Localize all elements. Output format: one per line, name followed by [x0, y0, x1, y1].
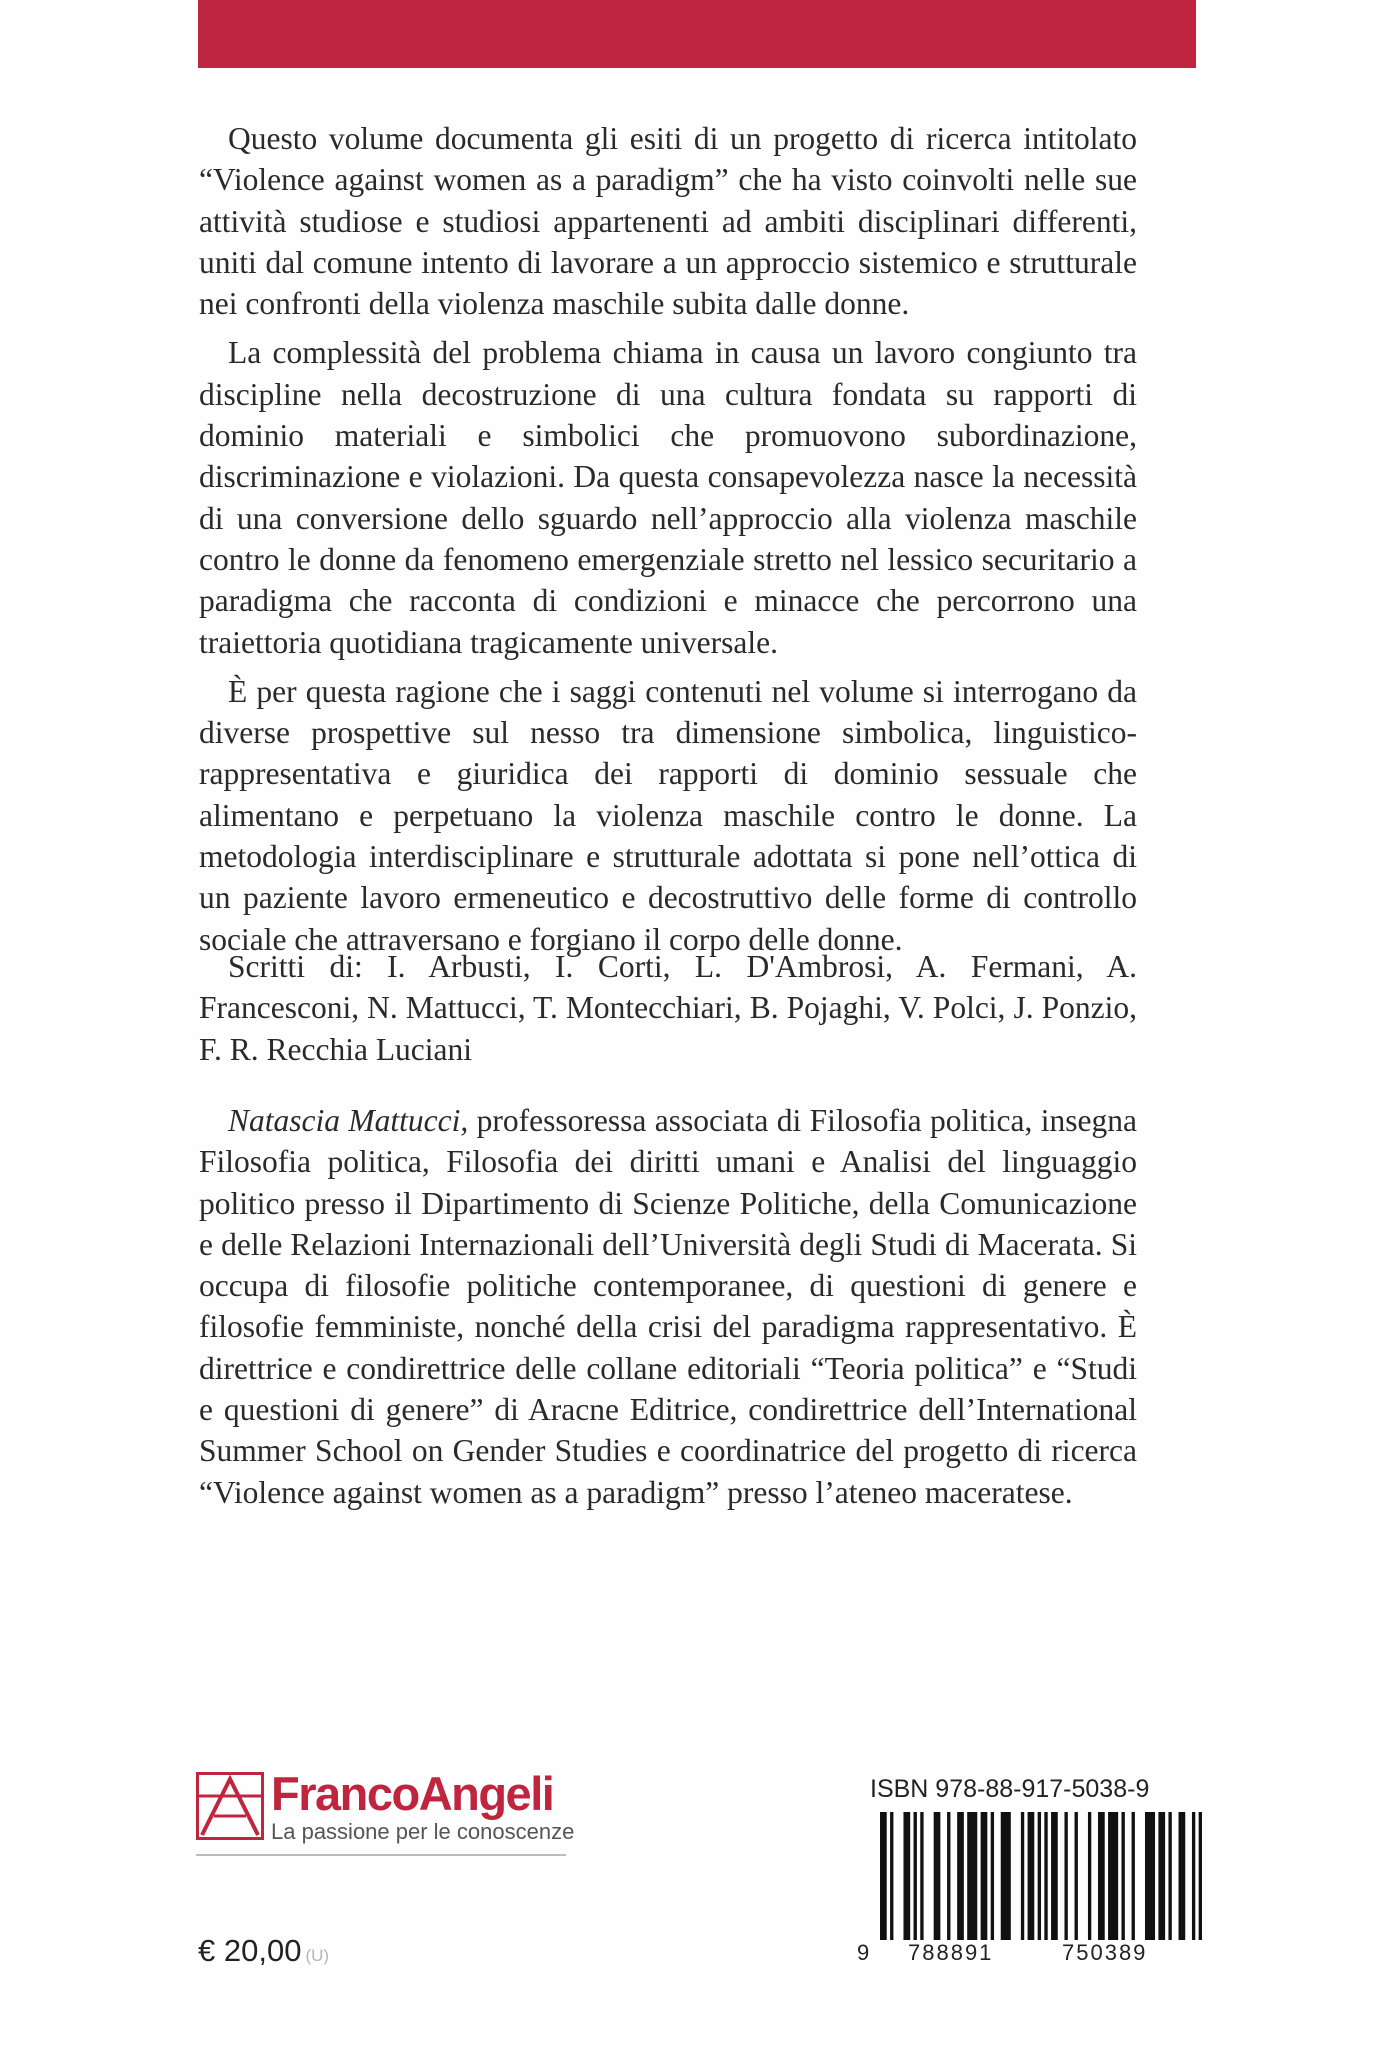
barcode-bar: [1038, 1812, 1041, 1940]
publisher-name: FrancoAngeli: [271, 1767, 554, 1820]
barcode-bar: [1158, 1812, 1165, 1940]
barcode-bar: [947, 1812, 950, 1940]
blurb-paragraph: Questo volume documenta gli esiti di un progetto di ricerca intitolato “Violence against women as a paradigm” che ha visto coinvolti nelle sue attività studiose e studiosi appartenenti ad ambiti disciplinari differenti, uniti dal comune intento di lavorare a un approccio sistemico e strutturale nei confronti della violenza maschile subita dalle donne.: [199, 121, 1137, 322]
barcode-digits-right: 750389: [1062, 1940, 1148, 1965]
barcode-bar: [1122, 1812, 1125, 1940]
barcode-bar: [1145, 1812, 1155, 1940]
barcode-bar: [1098, 1812, 1105, 1940]
barcode-bar: [1028, 1812, 1035, 1940]
barcode-bar: [1064, 1812, 1067, 1940]
barcode-bar: [991, 1812, 994, 1940]
author-bio-text: professoressa associata di Filosofia politica, insegna Filosofia politica, Filosofia dei diritti umani e Analisi del linguaggio politico presso il Dipartimento di Scienze Politiche, della Comunicazione e delle Relazioni Internazionali dell’Università degli Studi di Macerata. Si occupa di filosofie politiche contemporanee, di questioni di genere e filosofie femministe, nonché della crisi del paradigma rappresentativo. È direttrice e condirettrice delle collane editoriali “Teoria politica” e “Studi e questioni di genere” di Aracne Editrice, condirettrice dell’International Summer School on Gender Studies e coordinatrice del progetto di ricerca “Violence against women as a paradigm” presso l’ateneo maceratese.: [199, 1103, 1138, 1510]
barcode-bar: [1168, 1812, 1171, 1940]
barcode-icon: [880, 1812, 1202, 1940]
barcode-bar: [1132, 1812, 1135, 1940]
barcode-bar: [1108, 1812, 1118, 1940]
blurb-text: [199, 118, 1137, 960]
price-amount: € 20,00: [198, 1933, 302, 1968]
barcode-digits-left: 788891: [908, 1940, 994, 1965]
blurb-paragraph: È per questa ragione che i saggi contenuti nel volume si interrogano da diverse prospettive sul nesso tra dimensione simbolica, linguistico-rappresentativa e giuridica dei rapporti di dominio sessuale che alimentano e perpetuano la violenza maschile contro le donne. La metodologia interdisciplinare e strutturale adottata si pone nell’ottica di un paziente lavoro ermeneutico e decostruttivo delle forme di controllo sociale che attraversano e forgiano il corpo delle donne.: [199, 673, 1137, 957]
barcode-bar: [890, 1812, 893, 1940]
authors-list: Scritti di: I. Arbusti, I. Corti, L. D'Ambrosi, A. Fermani, A. Francesconi, N. Mattucci, T. Montecchiari, B. Pojaghi, V. Polci, J. Ponzio, F. R. Recchia Luciani: [199, 949, 1137, 1067]
barcode-digit-first: 9: [857, 1940, 872, 1965]
barcode-bar: [1192, 1812, 1195, 1940]
barcode-bar: [880, 1812, 887, 1940]
barcode-bar: [1001, 1812, 1011, 1940]
logo-underline: [196, 1854, 566, 1856]
barcode-bar: [903, 1812, 910, 1940]
top-color-band: [198, 0, 1196, 68]
barcode-bar: [957, 1812, 964, 1940]
barcode-bar: [1021, 1812, 1024, 1940]
barcode-bar: [1075, 1812, 1078, 1940]
barcode-bar: [920, 1812, 923, 1940]
barcode-bar: [981, 1812, 988, 1940]
blurb-paragraph: La complessità del problema chiama in causa un lavoro congiunto tra discipline nella decostruzione di una cultura fondata su rapporti di dominio materiali e simbolici che promuovono subordinazione, discriminazione e violazioni. Da questa consapevolezza nasce la necessità di una conversione dello sguardo nell’approccio alla violenza maschile contro le donne da fenomeno emergenziale stretto nel lessico securitario a paradigma che racconta di condizioni e minacce che percorrono una traiettoria quotidiana tragicamente universale.: [199, 335, 1137, 660]
isbn-label: ISBN 978-88-917-5038-9: [870, 1775, 1150, 1803]
publisher-tagline: La passione per le conoscenze: [271, 1819, 575, 1844]
publisher-logo-icon: [196, 1772, 264, 1840]
barcode-bar: [1044, 1812, 1047, 1940]
author-bio: [199, 1100, 1137, 1513]
barcode-bar: [934, 1812, 941, 1940]
publisher-logo: [196, 1767, 575, 1864]
barcode-bar: [914, 1812, 917, 1940]
barcode-bar: [1179, 1812, 1186, 1940]
price-code: (U): [305, 1946, 330, 1965]
barcode-bar: [1199, 1812, 1202, 1940]
author-name: Natascia Mattucci,: [228, 1103, 469, 1138]
barcode-bar: [967, 1812, 977, 1940]
barcode-bar: [1088, 1812, 1091, 1940]
price: [198, 1933, 329, 1969]
barcode-bar: [1051, 1812, 1058, 1940]
